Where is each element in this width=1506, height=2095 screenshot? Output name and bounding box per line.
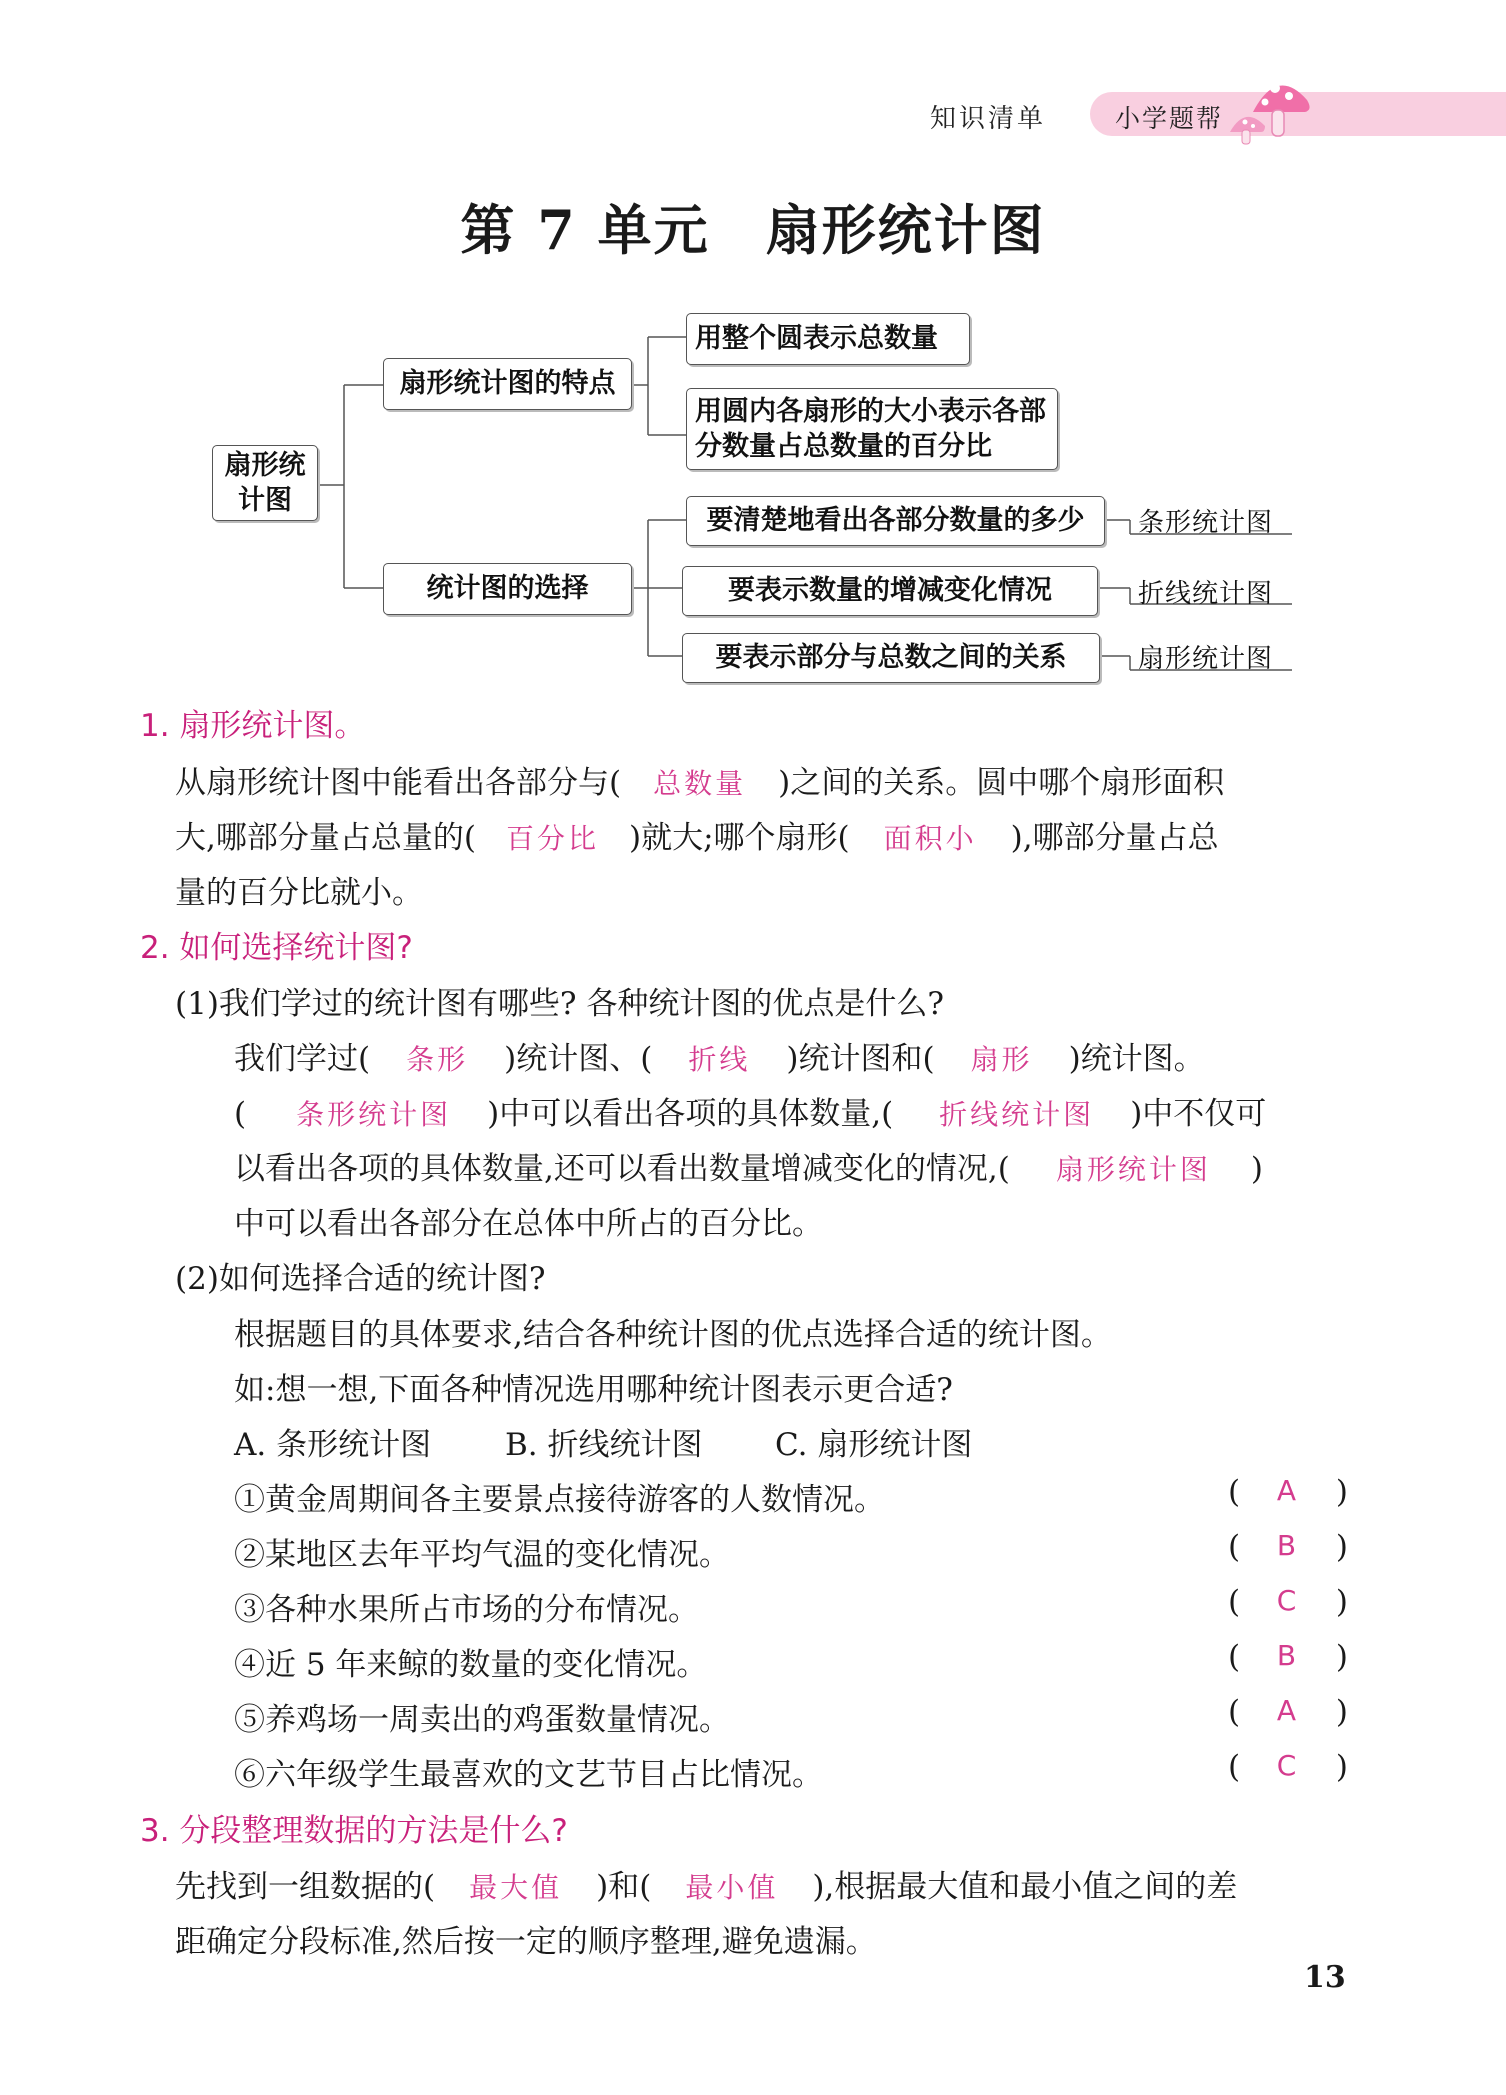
question-item-6: ⑥六年级学生最喜欢的文艺节目占比情况。: [234, 1757, 823, 1793]
concept-selection-3: 要表示部分与总数之间的关系: [682, 633, 1100, 683]
page-number: 13: [1304, 1960, 1346, 1995]
answer-blank: 总数量: [653, 767, 747, 800]
section-2-para-4: 中可以看出各部分在总体中所占的百分比。: [234, 1206, 823, 1242]
answer-blank: A: [1276, 1474, 1300, 1507]
section-3-heading: 3. 分段整理数据的方法是什么?: [140, 1813, 568, 1849]
section-1-line-1: 从扇形统计图中能看出各部分与( 总数量 )之间的关系。圆中哪个扇形面积: [175, 765, 1225, 801]
option-b: B. 折线统计图: [505, 1427, 703, 1463]
section-1-heading: 1. 扇形统计图。: [140, 708, 366, 744]
section-1-line-2: 大,哪部分量占总量的( 百分比 )就大;哪个扇形( 面积小 ),哪部分量占总: [175, 820, 1219, 856]
answer-blank: C: [1276, 1749, 1300, 1782]
answer-blank: A: [1276, 1694, 1300, 1727]
page-title: 第 7 单元 扇形统计图: [460, 198, 1046, 262]
answer-blank: 折线: [688, 1043, 751, 1076]
concept-root-box: 扇形统计图: [212, 445, 318, 521]
answer-blank: 扇形统计图: [1055, 1153, 1211, 1186]
question-item-2: ②某地区去年平均气温的变化情况。: [234, 1537, 730, 1573]
section-2-para-6: 如:想一想,下面各种情况选用哪种统计图表示更合适?: [234, 1372, 953, 1408]
answer-blank: 最小值: [685, 1871, 779, 1904]
answer-blank: 最大值: [469, 1871, 563, 1904]
answer-blank: 百分比: [505, 822, 599, 855]
question-item-5: ⑤养鸡场一周卖出的鸡蛋数量情况。: [234, 1702, 730, 1738]
section-1-line-3: 量的百分比就小。: [175, 875, 423, 911]
concept-feature-2: 用圆内各扇形的大小表示各部分数量占总数量的百分比: [686, 388, 1058, 470]
answer-blank: 条形统计图: [296, 1098, 452, 1131]
answer-blank: 折线统计图: [939, 1098, 1095, 1131]
concept-branch-selection: 统计图的选择: [383, 563, 632, 615]
section-2-heading: 2. 如何选择统计图?: [140, 930, 413, 966]
answer-blank: 扇形: [970, 1043, 1033, 1076]
section-2-subheading-1: (1)我们学过的统计图有哪些? 各种统计图的优点是什么?: [175, 986, 945, 1022]
concept-result-3: 扇形统计图: [1138, 644, 1274, 674]
section-2-para-3: 以看出各项的具体数量,还可以看出数量增减变化的情况,( 扇形统计图 ): [234, 1151, 1263, 1187]
option-a: A. 条形统计图: [234, 1427, 432, 1463]
concept-selection-1: 要清楚地看出各部分数量的多少: [686, 496, 1105, 546]
concept-branch-features: 扇形统计图的特点: [383, 358, 632, 410]
concept-result-1: 条形统计图: [1138, 508, 1274, 538]
concept-result-2: 折线统计图: [1138, 579, 1274, 609]
section-2-para-5: 根据题目的具体要求,结合各种统计图的优点选择合适的统计图。: [234, 1317, 1112, 1353]
concept-selection-2: 要表示数量的增减变化情况: [682, 566, 1098, 616]
answer-blank: 条形: [406, 1043, 469, 1076]
question-item-3: ③各种水果所占市场的分布情况。: [234, 1592, 699, 1628]
question-item-4: ④近 5 年来鲸的数量的变化情况。: [234, 1647, 708, 1683]
option-c: C. 扇形统计图: [775, 1427, 973, 1463]
section-2-para-1: 我们学过( 条形 )统计图、( 折线 )统计图和( 扇形 )统计图。: [234, 1041, 1205, 1077]
question-item-1: ①黄金周期间各主要景点接待游客的人数情况。: [234, 1482, 885, 1518]
section-2-para-2: ( 条形统计图 )中可以看出各项的具体数量,( 折线统计图 )中不仅可: [234, 1096, 1267, 1132]
header-brand-label: 小学题帮: [1115, 104, 1224, 133]
answer-blank: 面积小: [883, 822, 977, 855]
answer-blank: B: [1276, 1529, 1300, 1562]
section-3-line-1: 先找到一组数据的( 最大值 )和( 最小值 ),根据最大值和最小值之间的差: [175, 1869, 1238, 1905]
section-2-subheading-2: (2)如何选择合适的统计图?: [175, 1261, 546, 1297]
header-section-label: 知识清单: [930, 104, 1047, 134]
concept-feature-1: 用整个圆表示总数量: [686, 313, 970, 365]
answer-blank: C: [1276, 1584, 1300, 1617]
section-3-line-2: 距确定分段标准,然后按一定的顺序整理,避免遗漏。: [175, 1924, 877, 1960]
answer-blank: B: [1276, 1639, 1300, 1672]
